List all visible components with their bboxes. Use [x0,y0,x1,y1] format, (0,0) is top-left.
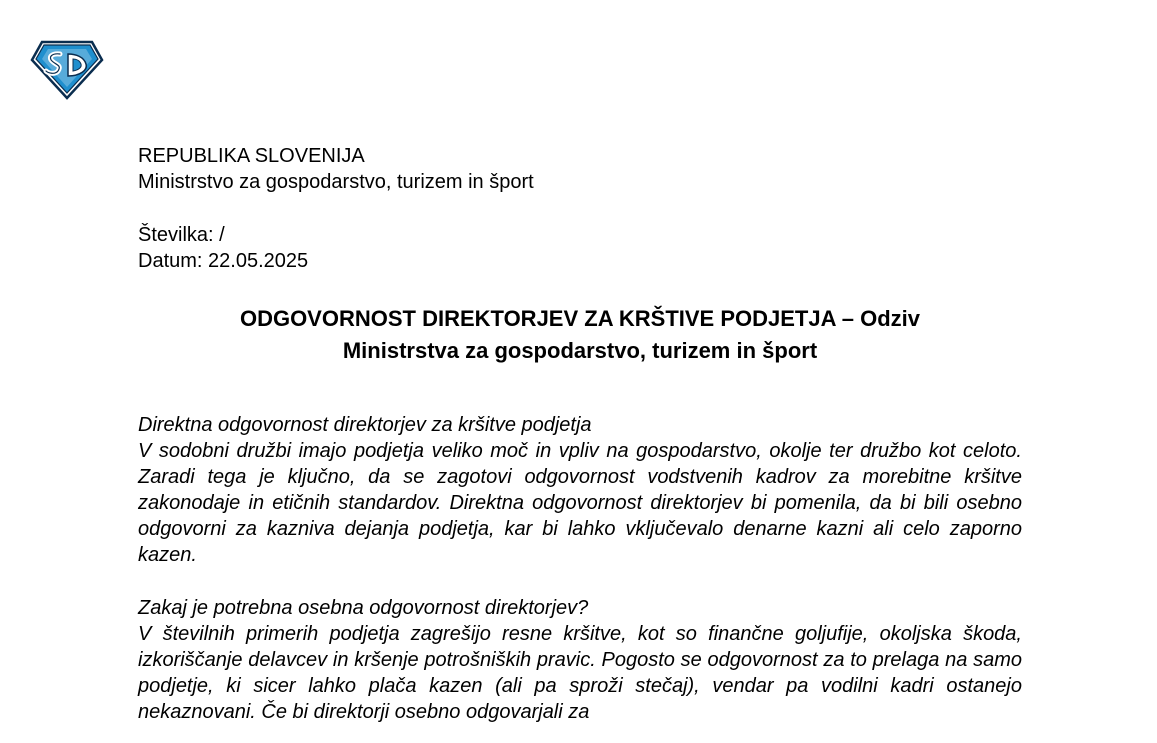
section-heading: Zakaj je potrebna osebna odgovornost direktorjev? [138,597,589,619]
sd-shield-logo-icon [30,40,104,100]
country-name: REPUBLIKA SLOVENIJA [138,145,365,167]
document-number: Številka: / [138,224,225,246]
title-line-2: Ministrstva za gospodarstvo, turizem in šport [342,338,818,363]
document-title [138,303,1022,367]
section-heading: Direktna odgovornost direktorjev za kršitve podjetja [138,414,592,436]
section-direct-responsibility [138,412,1022,568]
title-line-1: ODGOVORNOST DIREKTORJEV ZA KRŠTIVE PODJETJA – Odziv [239,306,921,331]
section-paragraph: V sodobni družbi imajo podjetja veliko moč in vpliv na gospodarstvo, okolje ter družbo kot celoto. Zaradi tega je ključno, da se zagotovi odgovornost vodstvenih kadrov za morebitne kršitve zakonodaje in etičnih standardov. Direktna odgovornost direktorjev bi pomenila, da bi bili osebno odgovorni za kazniva dejanja podjetja, kar bi lahko vključevalo denarne kazni ali celo zaporno kazen. [138,440,1022,566]
ministry-name: Ministrstvo za gospodarstvo, turizem in šport [138,171,534,193]
document-content [138,143,1022,725]
section-why-personal-responsibility [138,595,1022,725]
document-date: Datum: 22.05.2025 [138,250,309,272]
section-paragraph: V številnih primerih podjetja zagrešijo resne kršitve, kot so finančne goljufije, okoljska škoda, izkoriščanje delavcev in kršenje potrošniških pravic. Pogosto se odgovornost za to prelaga na samo podjetje, ki sicer lahko plača kazen (ali pa sproži stečaj), vendar pa vodilni kadri ostanejo nekaznovani. Če bi direktorji osebno odgovarjali za [138,623,1022,723]
